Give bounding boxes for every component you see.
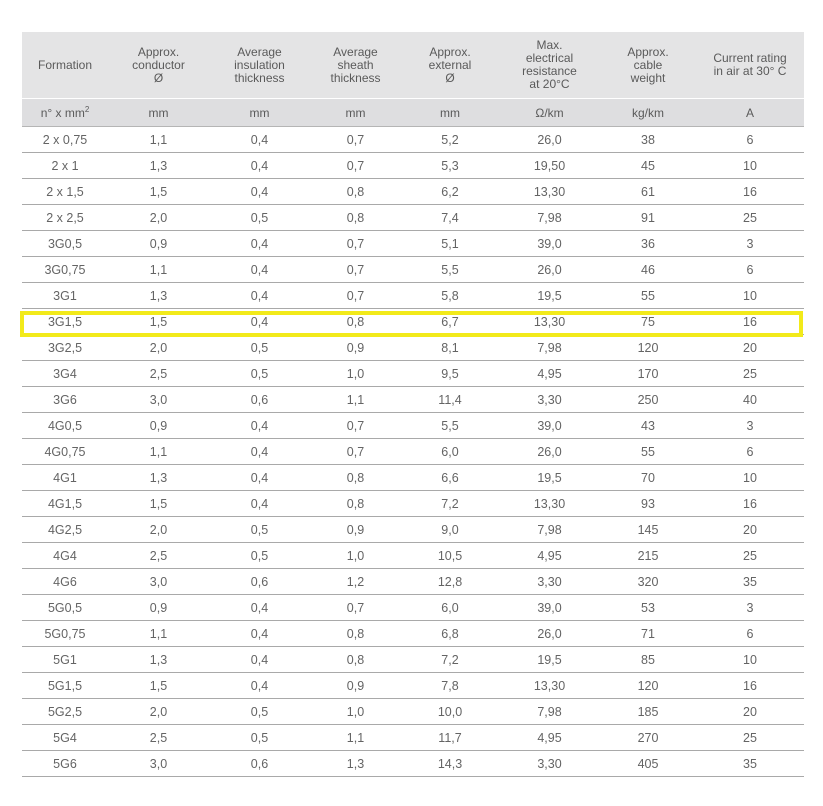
cell-sheath-thickness: 1,2 [310,569,401,595]
table-row [22,283,804,309]
cell-cable-weight: 120 [600,335,696,361]
cell-sheath-thickness: 0,7 [310,283,401,309]
table-row [22,153,804,179]
cell-current-rating: 20 [696,335,804,361]
cell-cable-weight: 55 [600,439,696,465]
cell-electrical-resistance: 26,0 [499,621,600,647]
cell-sheath-thickness: 0,7 [310,153,401,179]
table-row [22,335,804,361]
cell-electrical-resistance: 26,0 [499,439,600,465]
table-row [22,179,804,205]
cell-external-diameter: 6,8 [401,621,499,647]
header-external-diameter: Approx. external Ø [401,32,499,99]
cell-external-diameter: 6,6 [401,465,499,491]
cell-electrical-resistance: 39,0 [499,413,600,439]
unit-current-rating: A [696,99,804,127]
cell-external-diameter: 12,8 [401,569,499,595]
unit-superscript: 2 [84,105,90,114]
cell-insulation-thickness: 0,6 [209,751,310,777]
cell-cable-weight: 215 [600,543,696,569]
cell-sheath-thickness: 0,8 [310,621,401,647]
cell-formation: 2 x 1,5 [22,179,108,205]
cell-formation: 5G1,5 [22,673,108,699]
cell-cable-weight: 43 [600,413,696,439]
cell-external-diameter: 7,4 [401,205,499,231]
cell-external-diameter: 11,7 [401,725,499,751]
cell-electrical-resistance: 19,5 [499,647,600,673]
cell-formation: 3G0,5 [22,231,108,257]
cell-sheath-thickness: 0,9 [310,517,401,543]
cell-external-diameter: 6,0 [401,595,499,621]
cell-current-rating: 10 [696,465,804,491]
cell-cable-weight: 320 [600,569,696,595]
cell-current-rating: 10 [696,153,804,179]
cell-insulation-thickness: 0,4 [209,309,310,335]
cell-insulation-thickness: 0,4 [209,673,310,699]
table-row [22,257,804,283]
cell-electrical-resistance: 19,5 [499,465,600,491]
cell-formation: 4G2,5 [22,517,108,543]
cell-external-diameter: 6,7 [401,309,499,335]
cell-conductor-diameter: 1,1 [108,257,209,283]
cell-conductor-diameter: 1,5 [108,491,209,517]
cell-cable-weight: 75 [600,309,696,335]
table-row [22,309,804,335]
cell-sheath-thickness: 0,8 [310,491,401,517]
cell-insulation-thickness: 0,4 [209,153,310,179]
table-header-row [22,32,804,99]
table-row [22,465,804,491]
cell-electrical-resistance: 7,98 [499,335,600,361]
cell-electrical-resistance: 13,30 [499,673,600,699]
cell-cable-weight: 55 [600,283,696,309]
header-sheath-thickness: Average sheath thickness [310,32,401,99]
cell-current-rating: 16 [696,491,804,517]
cell-insulation-thickness: 0,4 [209,413,310,439]
cell-insulation-thickness: 0,4 [209,491,310,517]
cell-conductor-diameter: 1,5 [108,673,209,699]
cell-current-rating: 6 [696,621,804,647]
cell-cable-weight: 70 [600,465,696,491]
cell-formation: 2 x 0,75 [22,127,108,153]
cell-external-diameter: 5,2 [401,127,499,153]
cell-conductor-diameter: 2,0 [108,205,209,231]
cell-current-rating: 25 [696,361,804,387]
cell-insulation-thickness: 0,4 [209,439,310,465]
cell-external-diameter: 14,3 [401,751,499,777]
cell-insulation-thickness: 0,4 [209,621,310,647]
cell-current-rating: 35 [696,751,804,777]
table-row [22,439,804,465]
cell-current-rating: 25 [696,725,804,751]
header-insulation-thickness: Average insulation thickness [209,32,310,99]
cell-formation: 4G0,5 [22,413,108,439]
table-row [22,517,804,543]
cell-electrical-resistance: 3,30 [499,387,600,413]
cell-electrical-resistance: 3,30 [499,751,600,777]
table-row [22,413,804,439]
cell-insulation-thickness: 0,5 [209,725,310,751]
table-row [22,647,804,673]
cell-electrical-resistance: 26,0 [499,257,600,283]
cell-electrical-resistance: 7,98 [499,517,600,543]
cell-electrical-resistance: 13,30 [499,309,600,335]
cell-external-diameter: 9,0 [401,517,499,543]
cell-insulation-thickness: 0,4 [209,179,310,205]
header-conductor-diameter: Approx. conductor Ø [108,32,209,99]
cell-conductor-diameter: 0,9 [108,595,209,621]
cell-current-rating: 25 [696,543,804,569]
cell-sheath-thickness: 0,9 [310,673,401,699]
cell-cable-weight: 46 [600,257,696,283]
cell-cable-weight: 270 [600,725,696,751]
table-row [22,127,804,153]
unit-formation [22,99,108,127]
cell-cable-weight: 120 [600,673,696,699]
cell-electrical-resistance: 4,95 [499,725,600,751]
cell-conductor-diameter: 3,0 [108,569,209,595]
unit-cable-weight: kg/km [600,99,696,127]
cell-conductor-diameter: 1,5 [108,179,209,205]
table-row [22,751,804,777]
cell-cable-weight: 93 [600,491,696,517]
cell-electrical-resistance: 7,98 [499,699,600,725]
cell-external-diameter: 11,4 [401,387,499,413]
cell-conductor-diameter: 0,9 [108,231,209,257]
cell-current-rating: 3 [696,595,804,621]
cell-cable-weight: 250 [600,387,696,413]
cell-current-rating: 3 [696,231,804,257]
cell-conductor-diameter: 3,0 [108,751,209,777]
cell-electrical-resistance: 39,0 [499,595,600,621]
cell-insulation-thickness: 0,5 [209,517,310,543]
cell-electrical-resistance: 4,95 [499,361,600,387]
header-current-rating: Current rating in air at 30° C [696,32,804,99]
table-row [22,361,804,387]
cell-formation: 5G1 [22,647,108,673]
cell-sheath-thickness: 0,8 [310,465,401,491]
cell-sheath-thickness: 0,7 [310,413,401,439]
cell-insulation-thickness: 0,4 [209,231,310,257]
cell-external-diameter: 7,8 [401,673,499,699]
cell-formation: 4G0,75 [22,439,108,465]
cell-insulation-thickness: 0,5 [209,205,310,231]
cell-sheath-thickness: 1,1 [310,725,401,751]
cell-current-rating: 6 [696,257,804,283]
cell-cable-weight: 91 [600,205,696,231]
cell-insulation-thickness: 0,5 [209,361,310,387]
cell-external-diameter: 7,2 [401,491,499,517]
unit-insulation-thickness: mm [209,99,310,127]
cell-conductor-diameter: 2,0 [108,699,209,725]
cell-formation: 3G6 [22,387,108,413]
cell-formation: 2 x 1 [22,153,108,179]
cell-formation: 3G4 [22,361,108,387]
cell-current-rating: 40 [696,387,804,413]
cell-formation: 4G6 [22,569,108,595]
cell-sheath-thickness: 0,7 [310,127,401,153]
cell-formation: 4G1 [22,465,108,491]
cell-electrical-resistance: 19,5 [499,283,600,309]
cell-conductor-diameter: 0,9 [108,413,209,439]
cell-electrical-resistance: 3,30 [499,569,600,595]
table-row [22,595,804,621]
cell-electrical-resistance: 13,30 [499,179,600,205]
cell-formation: 3G2,5 [22,335,108,361]
cell-formation: 4G1,5 [22,491,108,517]
cell-formation: 5G0,75 [22,621,108,647]
cell-external-diameter: 9,5 [401,361,499,387]
cell-formation: 5G0,5 [22,595,108,621]
cell-current-rating: 20 [696,699,804,725]
cell-conductor-diameter: 1,5 [108,309,209,335]
cell-electrical-resistance: 19,50 [499,153,600,179]
cell-sheath-thickness: 0,8 [310,179,401,205]
unit-sheath-thickness: mm [310,99,401,127]
cell-cable-weight: 36 [600,231,696,257]
cell-sheath-thickness: 0,7 [310,439,401,465]
header-cable-weight: Approx. cable weight [600,32,696,99]
cell-current-rating: 10 [696,283,804,309]
cell-insulation-thickness: 0,4 [209,595,310,621]
cell-conductor-diameter: 1,1 [108,127,209,153]
cell-electrical-resistance: 39,0 [499,231,600,257]
cell-conductor-diameter: 1,3 [108,153,209,179]
cell-formation: 2 x 2,5 [22,205,108,231]
cell-conductor-diameter: 1,1 [108,439,209,465]
cell-conductor-diameter: 1,1 [108,621,209,647]
cell-conductor-diameter: 3,0 [108,387,209,413]
cell-formation: 4G4 [22,543,108,569]
cell-cable-weight: 71 [600,621,696,647]
cell-sheath-thickness: 0,9 [310,335,401,361]
cell-sheath-thickness: 1,0 [310,361,401,387]
cell-formation: 5G2,5 [22,699,108,725]
cell-conductor-diameter: 2,0 [108,335,209,361]
cell-external-diameter: 6,2 [401,179,499,205]
cell-insulation-thickness: 0,4 [209,283,310,309]
cell-insulation-thickness: 0,5 [209,699,310,725]
cable-spec-table [22,32,804,777]
cell-current-rating: 6 [696,439,804,465]
table-row [22,491,804,517]
table-row [22,699,804,725]
cell-cable-weight: 185 [600,699,696,725]
header-formation: Formation [22,32,108,99]
cell-conductor-diameter: 2,5 [108,543,209,569]
cell-conductor-diameter: 2,5 [108,725,209,751]
cell-electrical-resistance: 4,95 [499,543,600,569]
cell-cable-weight: 405 [600,751,696,777]
cell-conductor-diameter: 1,3 [108,647,209,673]
header-electrical-resistance: Max. electrical resistance at 20°C [499,32,600,99]
cell-conductor-diameter: 2,0 [108,517,209,543]
cell-electrical-resistance: 13,30 [499,491,600,517]
cell-formation: 5G4 [22,725,108,751]
cell-current-rating: 3 [696,413,804,439]
cell-external-diameter: 10,0 [401,699,499,725]
cell-external-diameter: 7,2 [401,647,499,673]
cell-cable-weight: 38 [600,127,696,153]
cell-formation: 3G1 [22,283,108,309]
cell-current-rating: 25 [696,205,804,231]
cell-sheath-thickness: 0,8 [310,205,401,231]
cell-sheath-thickness: 1,0 [310,699,401,725]
cell-sheath-thickness: 1,0 [310,543,401,569]
cell-conductor-diameter: 2,5 [108,361,209,387]
cell-external-diameter: 5,1 [401,231,499,257]
cell-cable-weight: 53 [600,595,696,621]
cell-external-diameter: 10,5 [401,543,499,569]
cell-sheath-thickness: 0,8 [310,309,401,335]
table-row [22,569,804,595]
table-row [22,673,804,699]
cell-conductor-diameter: 1,3 [108,465,209,491]
cell-insulation-thickness: 0,4 [209,647,310,673]
cell-cable-weight: 45 [600,153,696,179]
cell-current-rating: 16 [696,673,804,699]
cell-external-diameter: 5,5 [401,257,499,283]
cell-current-rating: 20 [696,517,804,543]
table-row [22,205,804,231]
cable-spec-table-container [22,32,804,777]
cell-current-rating: 6 [696,127,804,153]
cell-external-diameter: 5,8 [401,283,499,309]
cell-sheath-thickness: 1,1 [310,387,401,413]
cell-current-rating: 16 [696,179,804,205]
cell-external-diameter: 5,3 [401,153,499,179]
cell-sheath-thickness: 1,3 [310,751,401,777]
unit-conductor-diameter: mm [108,99,209,127]
table-units-row [22,99,804,127]
cell-current-rating: 35 [696,569,804,595]
cell-formation: 3G1,5 [22,309,108,335]
cell-insulation-thickness: 0,6 [209,569,310,595]
cell-formation: 3G0,75 [22,257,108,283]
cell-current-rating: 10 [696,647,804,673]
cell-external-diameter: 5,5 [401,413,499,439]
table-body [22,127,804,777]
cell-conductor-diameter: 1,3 [108,283,209,309]
cell-sheath-thickness: 0,7 [310,257,401,283]
cell-current-rating: 16 [696,309,804,335]
cell-electrical-resistance: 26,0 [499,127,600,153]
cell-insulation-thickness: 0,4 [209,127,310,153]
table-row [22,231,804,257]
cell-insulation-thickness: 0,5 [209,543,310,569]
table-row [22,387,804,413]
cell-insulation-thickness: 0,6 [209,387,310,413]
cell-cable-weight: 61 [600,179,696,205]
cell-cable-weight: 85 [600,647,696,673]
cell-insulation-thickness: 0,5 [209,335,310,361]
cell-sheath-thickness: 0,7 [310,595,401,621]
cell-sheath-thickness: 0,7 [310,231,401,257]
cell-insulation-thickness: 0,4 [209,257,310,283]
cell-electrical-resistance: 7,98 [499,205,600,231]
table-row [22,621,804,647]
unit-electrical-resistance: Ω/km [499,99,600,127]
table-row [22,543,804,569]
cell-sheath-thickness: 0,8 [310,647,401,673]
cell-cable-weight: 145 [600,517,696,543]
unit-formation-text: n° x mm [40,106,85,120]
cell-external-diameter: 8,1 [401,335,499,361]
table-row [22,725,804,751]
cell-formation: 5G6 [22,751,108,777]
cell-external-diameter: 6,0 [401,439,499,465]
cell-cable-weight: 170 [600,361,696,387]
cell-insulation-thickness: 0,4 [209,465,310,491]
unit-external-diameter: mm [401,99,499,127]
